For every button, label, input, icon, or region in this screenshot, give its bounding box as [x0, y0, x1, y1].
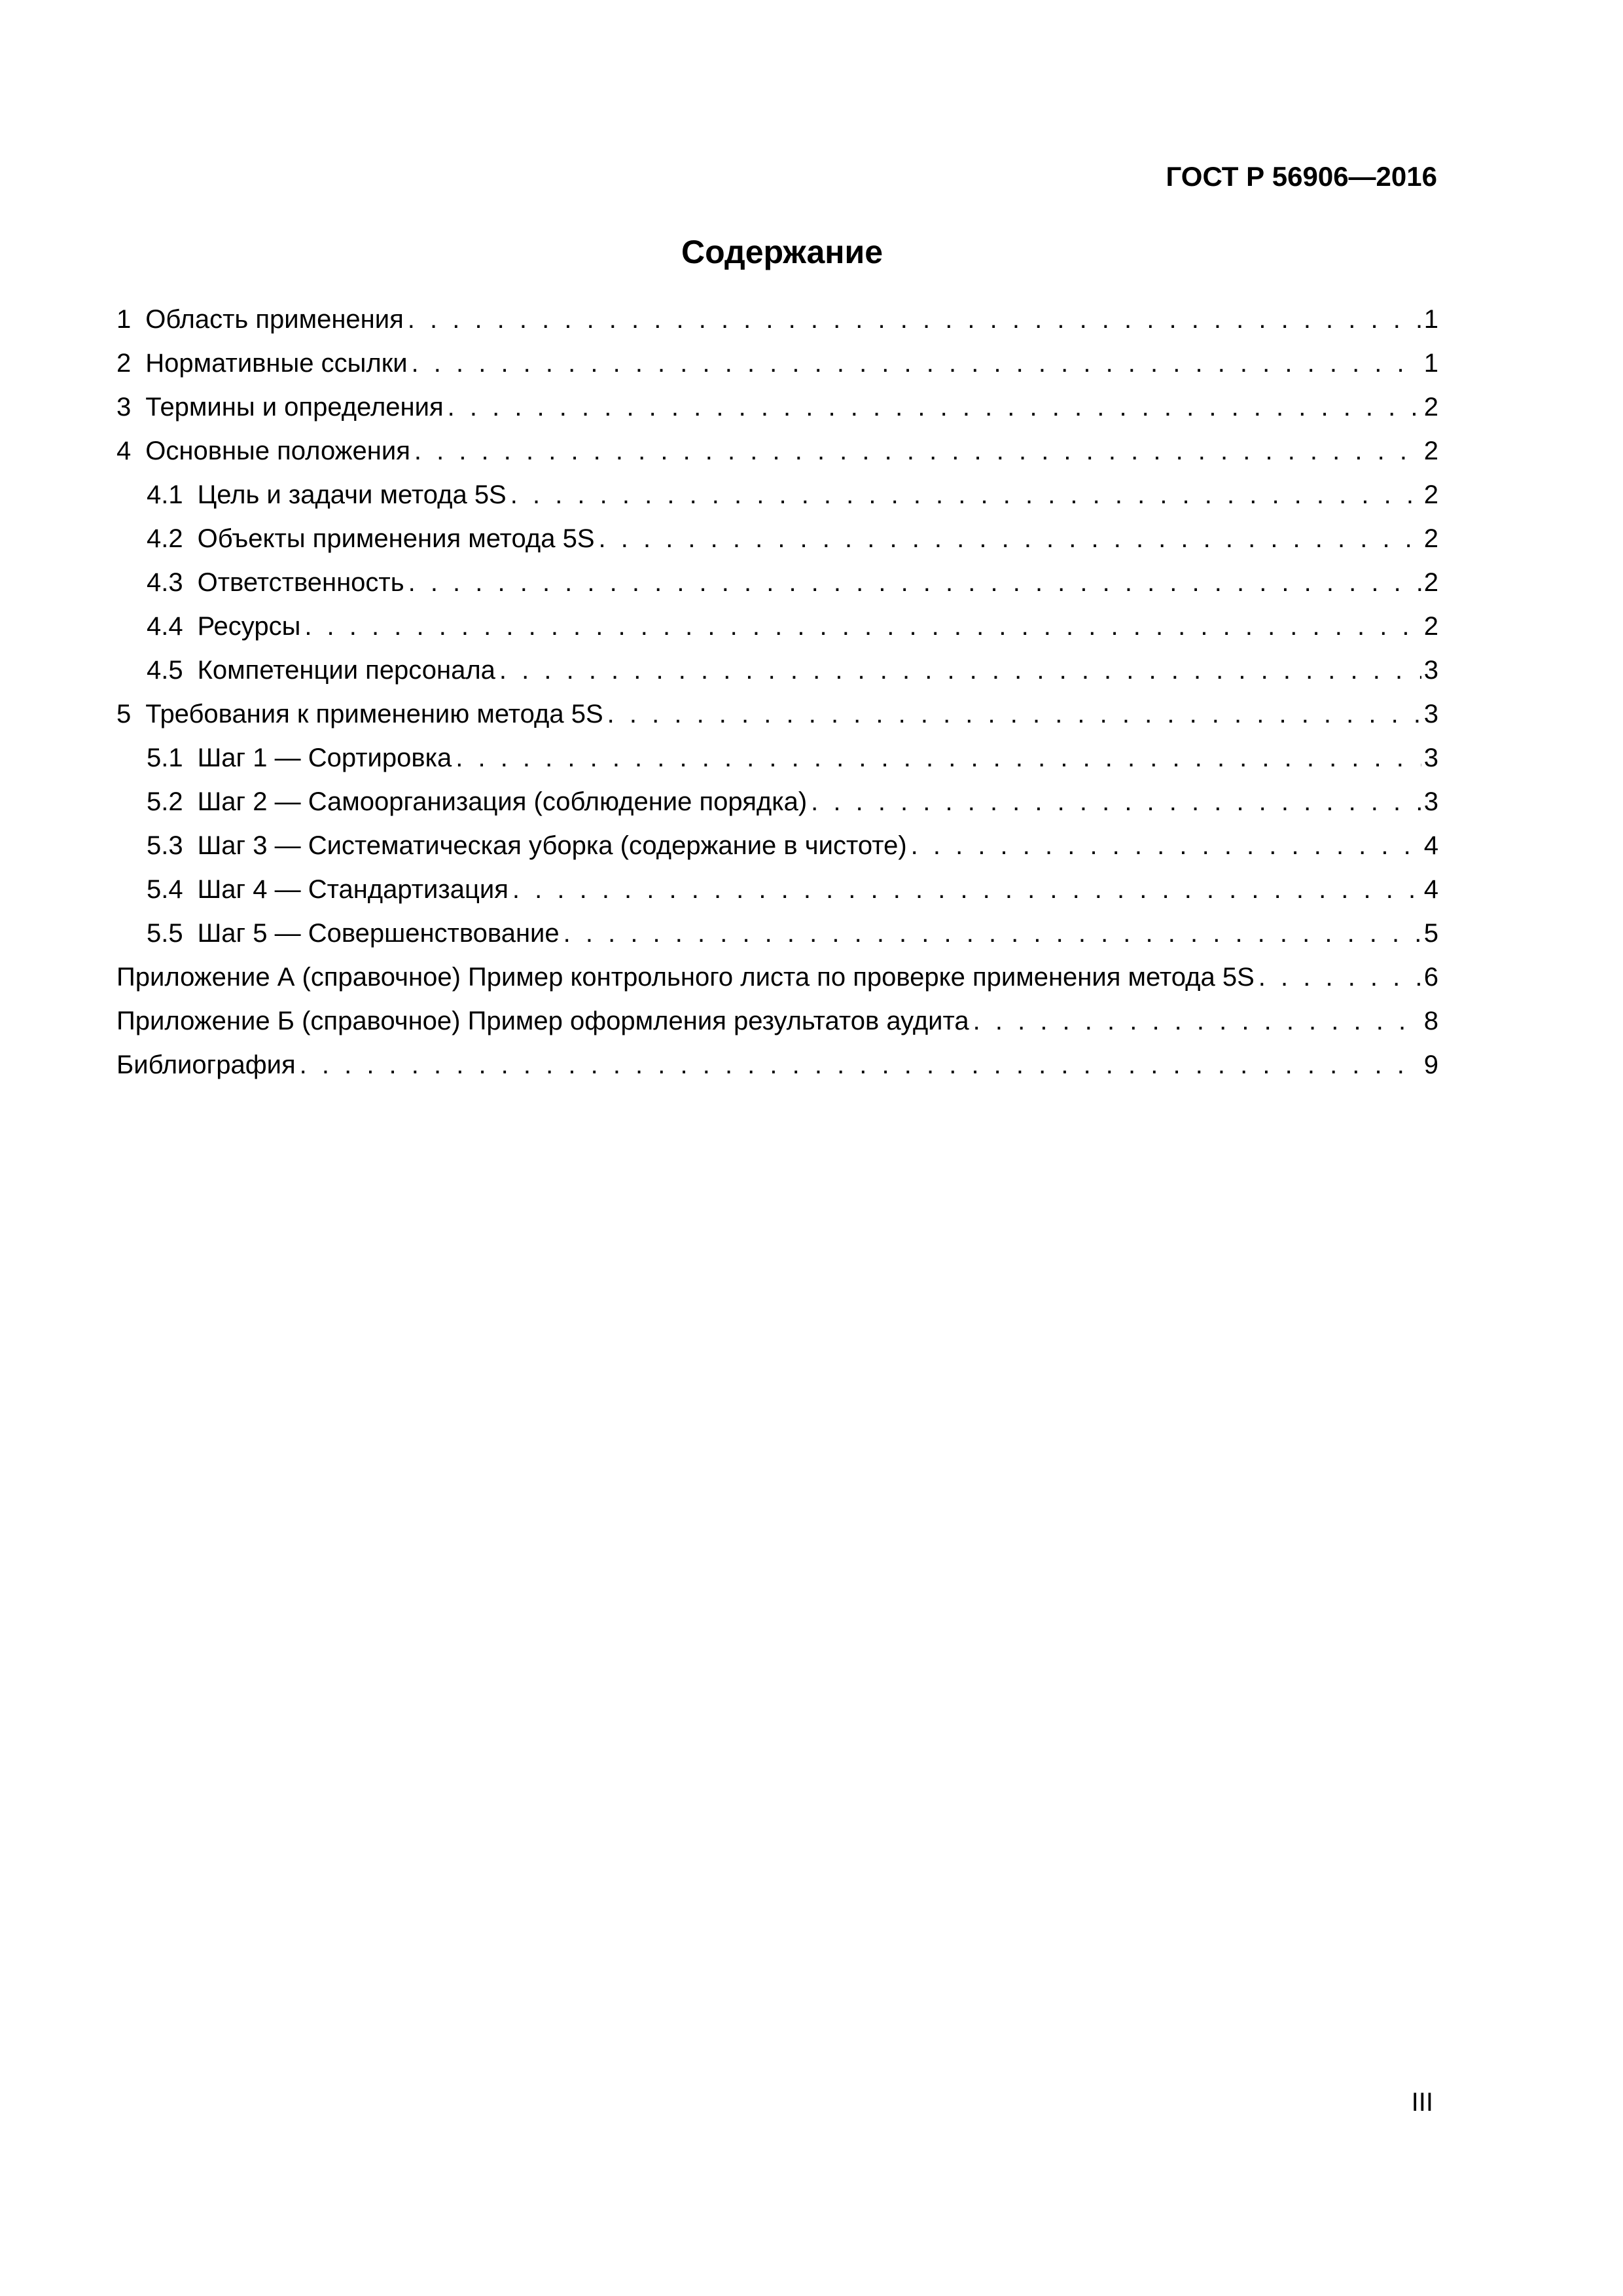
toc-entry-number: 5.3 [147, 831, 183, 860]
toc-entry-title: Ресурсы [197, 612, 301, 641]
toc-entry[interactable] [116, 956, 1438, 999]
toc-entry[interactable] [116, 824, 1438, 868]
toc-dot-leader [408, 298, 1421, 342]
toc-entry-number: 4 [116, 437, 132, 465]
toc-entry-title: Основные положения [145, 437, 410, 465]
toc-entry-page: 9 [1423, 1050, 1438, 1079]
toc-dot-leader [512, 868, 1421, 912]
table-of-contents [116, 298, 1438, 1087]
toc-dot-leader [607, 692, 1421, 736]
toc-entry[interactable] [116, 429, 1438, 473]
toc-entry[interactable] [116, 649, 1438, 692]
toc-dot-leader [973, 999, 1421, 1043]
toc-entry[interactable] [116, 473, 1438, 517]
toc-entry[interactable] [116, 561, 1438, 605]
toc-entry-title: Нормативные ссылки [145, 349, 408, 378]
toc-entry-number: 5 [116, 700, 132, 728]
toc-entry-title: Шаг 5 — Совершенствование [197, 919, 560, 948]
toc-entry-page: 8 [1423, 1007, 1438, 1035]
toc-entry-page: 3 [1423, 656, 1438, 685]
toc-entry-page: 2 [1423, 524, 1438, 553]
toc-entry-page: 2 [1423, 612, 1438, 641]
toc-entry[interactable] [116, 736, 1438, 780]
toc-entry-title: Область применения [145, 305, 404, 334]
toc-dot-leader [510, 473, 1421, 517]
toc-entry[interactable] [116, 386, 1438, 429]
toc-entry-number: 1 [116, 305, 132, 334]
toc-entry-number: 4.5 [147, 656, 183, 685]
toc-entry[interactable] [116, 999, 1438, 1043]
toc-dot-leader [448, 386, 1421, 429]
toc-entry-title: Шаг 4 — Стандартизация [197, 875, 508, 904]
toc-dot-leader [1258, 956, 1421, 999]
toc-entry-title: Объекты применения метода 5S [197, 524, 595, 553]
toc-dot-leader [811, 780, 1421, 824]
toc-entry[interactable] [116, 1043, 1438, 1087]
toc-dot-leader [499, 649, 1421, 692]
toc-entry-number: 4.4 [147, 612, 183, 641]
toc-entry-number: 2 [116, 349, 132, 378]
toc-entry-number: 3 [116, 393, 132, 422]
toc-entry[interactable] [116, 780, 1438, 824]
toc-entry-page: 3 [1423, 744, 1438, 772]
toc-title: Содержание [681, 234, 883, 270]
toc-entry-page: 3 [1423, 787, 1438, 816]
toc-entry-page: 1 [1423, 305, 1438, 334]
toc-dot-leader [414, 429, 1421, 473]
toc-entry[interactable] [116, 605, 1438, 649]
toc-entry-title: Термины и определения [145, 393, 444, 422]
toc-entry-title: Приложение Б (справочное) Пример оформления результатов аудита [116, 1007, 969, 1035]
toc-entry-number: 4.2 [147, 524, 183, 553]
toc-entry-title: Цель и задачи метода 5S [197, 480, 507, 509]
toc-entry[interactable] [116, 912, 1438, 956]
toc-entry-page: 2 [1423, 437, 1438, 465]
toc-entry-title: Компетенции персонала [197, 656, 495, 685]
toc-dot-leader [300, 1043, 1421, 1087]
toc-entry-number: 5.1 [147, 744, 183, 772]
toc-entry-number: 5.2 [147, 787, 183, 816]
toc-entry-page: 5 [1423, 919, 1438, 948]
toc-entry-title: Библиография [116, 1050, 296, 1079]
toc-dot-leader [455, 736, 1421, 780]
page-number: III [1411, 2088, 1433, 2117]
toc-entry-page: 3 [1423, 700, 1438, 728]
toc-dot-leader [412, 342, 1421, 386]
document-code: ГОСТ Р 56906—2016 [1166, 161, 1437, 192]
toc-entry[interactable] [116, 298, 1438, 342]
toc-entry[interactable] [116, 517, 1438, 561]
toc-entry-number: 4.3 [147, 568, 183, 597]
toc-entry[interactable] [116, 342, 1438, 386]
toc-entry-title: Шаг 3 — Систематическая уборка (содержание в чистоте) [197, 831, 907, 860]
toc-entry-page: 2 [1423, 480, 1438, 509]
toc-entry-page: 6 [1423, 963, 1438, 992]
toc-entry-title: Ответственность [197, 568, 404, 597]
toc-entry-number: 5.5 [147, 919, 183, 948]
toc-entry[interactable] [116, 692, 1438, 736]
toc-entry-title: Требования к применению метода 5S [145, 700, 603, 728]
toc-dot-leader [408, 561, 1421, 605]
toc-entry-number: 4.1 [147, 480, 183, 509]
toc-entry-page: 4 [1423, 875, 1438, 904]
toc-entry-page: 2 [1423, 393, 1438, 422]
toc-dot-leader [304, 605, 1421, 649]
toc-entry-title: Приложение А (справочное) Пример контрольного листа по проверке применения метода 5S [116, 963, 1255, 992]
toc-entry-page: 1 [1423, 349, 1438, 378]
toc-entry[interactable] [116, 868, 1438, 912]
toc-entry-page: 4 [1423, 831, 1438, 860]
toc-entry-title: Шаг 1 — Сортировка [197, 744, 452, 772]
toc-entry-title: Шаг 2 — Самоорганизация (соблюдение порядка) [197, 787, 808, 816]
toc-dot-leader [599, 517, 1421, 561]
toc-dot-leader [911, 824, 1421, 868]
toc-entry-page: 2 [1423, 568, 1438, 597]
toc-dot-leader [563, 912, 1421, 956]
toc-entry-number: 5.4 [147, 875, 183, 904]
